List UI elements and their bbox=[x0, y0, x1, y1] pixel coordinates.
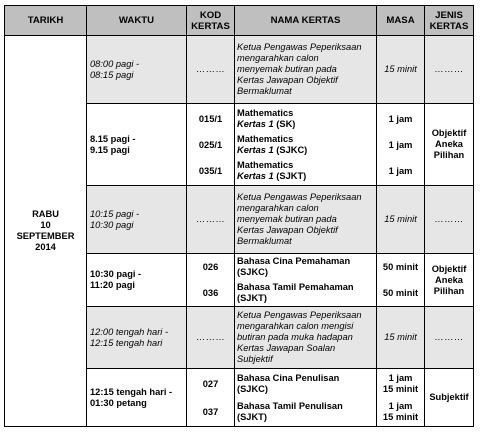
instruction-line: mengarahkan calon mengisi bbox=[237, 321, 354, 331]
instruction-line: mengarahkan calon bbox=[237, 53, 319, 63]
paper-type-line: Pilihan bbox=[433, 150, 465, 160]
masa-cell: 15 minit bbox=[377, 307, 425, 369]
paper-type-line: Objektif bbox=[431, 263, 467, 274]
header-masa: MASA bbox=[377, 6, 425, 36]
waktu-end: 12:15 tengah hari bbox=[90, 337, 163, 348]
header-kod-line2: KERTAS bbox=[191, 20, 230, 32]
paper-entry bbox=[237, 132, 376, 158]
paper-entry bbox=[237, 280, 376, 306]
waktu-cell bbox=[87, 36, 187, 104]
nama-cell bbox=[235, 36, 377, 104]
paper-name: Mathematics bbox=[237, 133, 294, 144]
instruction-line: Kertas Jawapan Objektif bbox=[237, 75, 338, 85]
instruction-line: Subjektif bbox=[237, 354, 273, 364]
header-tarikh: TARIKH bbox=[5, 6, 87, 36]
paper-code: 026 bbox=[202, 262, 219, 272]
paper-name: Bahasa Cina Pemahaman bbox=[237, 256, 351, 266]
duration: 50 minit bbox=[382, 262, 419, 272]
nama-cell bbox=[235, 104, 377, 186]
waktu-start: 08:00 pagi - bbox=[90, 58, 140, 69]
paper-name: Mathematics bbox=[237, 107, 294, 118]
paper-school-type: (SJKT) bbox=[237, 293, 267, 303]
masa-cell: 15 minit bbox=[377, 186, 425, 254]
header-row bbox=[5, 6, 474, 36]
jenis-cell bbox=[425, 254, 474, 307]
instruction-line: Kertas Jawapan Objektif bbox=[237, 225, 338, 235]
paper-name: Bahasa Cina Penulisan bbox=[237, 372, 340, 383]
instruction-line: Bermaklumat bbox=[237, 86, 292, 96]
header-kod-kertas bbox=[187, 6, 235, 36]
waktu-cell bbox=[87, 254, 187, 307]
duration: 1 jam bbox=[388, 113, 413, 124]
waktu-cell bbox=[87, 186, 187, 254]
paper-type-line: Aneka bbox=[435, 274, 463, 285]
duration-minutes: 15 minit bbox=[382, 383, 419, 394]
nama-cell bbox=[235, 254, 377, 307]
waktu-end: 01:30 petang bbox=[90, 397, 147, 408]
paper-school-type: (SJKT) bbox=[237, 411, 267, 422]
header-jenis-kertas bbox=[425, 6, 474, 36]
header-kod-line1: KOD bbox=[199, 9, 222, 21]
duration-hours: 1 jam bbox=[388, 372, 413, 383]
paper-number: Kertas 1 bbox=[237, 170, 274, 181]
instruction-line: Ketua Pengawas Peperiksaan bbox=[237, 192, 362, 202]
instruction-line: Bermaklumat bbox=[237, 236, 292, 246]
waktu-end: 10:30 pagi bbox=[90, 219, 134, 230]
waktu-cell bbox=[87, 104, 187, 186]
waktu-end: 9.15 pagi bbox=[90, 144, 130, 155]
jenis-cell: ……… bbox=[425, 307, 474, 369]
paper-subname bbox=[237, 145, 376, 156]
jenis-cell: ……… bbox=[425, 186, 474, 254]
paper-code: 036 bbox=[202, 288, 219, 298]
nama-cell bbox=[235, 369, 377, 427]
waktu-start: 12:15 tengah hari - bbox=[90, 386, 173, 397]
date-cell bbox=[5, 36, 87, 427]
waktu-start: 12:00 tengah hari - bbox=[90, 326, 169, 337]
date-number: 10 bbox=[40, 220, 51, 230]
paper-school-type: (SJKT) bbox=[273, 170, 307, 181]
paper-code: 027 bbox=[202, 378, 219, 389]
paper-entry bbox=[237, 398, 376, 426]
kod-cell bbox=[187, 104, 235, 186]
nama-cell bbox=[235, 307, 377, 369]
paper-school-type: (SJKC) bbox=[273, 144, 308, 155]
paper-type-line: Objektif bbox=[431, 128, 467, 138]
instruction-line: butiran pada muka hadapan bbox=[237, 332, 353, 342]
masa-cell bbox=[377, 254, 425, 307]
header-waktu: WAKTU bbox=[87, 6, 187, 36]
paper-entry bbox=[237, 254, 376, 280]
kod-cell bbox=[187, 369, 235, 427]
kod-cell: ……… bbox=[187, 36, 235, 104]
table-row bbox=[5, 36, 474, 104]
paper-name: Bahasa Tamil Pemahaman bbox=[237, 282, 354, 292]
instruction-line: menyemak butiran pada bbox=[237, 214, 337, 224]
instruction-line: mengarahkan calon bbox=[237, 203, 319, 213]
kod-cell: ……… bbox=[187, 186, 235, 254]
date-year: 2014 bbox=[35, 242, 56, 252]
paper-subname bbox=[237, 119, 376, 130]
duration bbox=[377, 370, 424, 398]
paper-name: Bahasa Tamil Penulisan bbox=[237, 400, 343, 411]
paper-type-line: Aneka bbox=[435, 139, 463, 149]
header-jenis-line1: JENIS bbox=[435, 9, 463, 21]
header-nama-kertas: NAMA KERTAS bbox=[235, 6, 377, 36]
paper-number: Kertas 1 bbox=[237, 144, 274, 155]
paper-school-type: (SJKC) bbox=[237, 267, 268, 277]
masa-cell: 15 minit bbox=[377, 36, 425, 104]
waktu-cell bbox=[87, 307, 187, 369]
paper-school-type: (SJKC) bbox=[237, 383, 268, 394]
paper-subname bbox=[237, 171, 376, 182]
date-day: RABU bbox=[32, 209, 59, 219]
nama-cell bbox=[235, 186, 377, 254]
jenis-cell bbox=[425, 104, 474, 186]
paper-number: Kertas 1 bbox=[237, 118, 274, 129]
duration-hours: 1 jam bbox=[388, 400, 413, 411]
waktu-start: 10:30 pagi - bbox=[90, 269, 142, 279]
paper-entry bbox=[237, 158, 376, 184]
waktu-start: 10:15 pagi - bbox=[90, 208, 140, 219]
kod-cell: ……… bbox=[187, 307, 235, 369]
waktu-end: 11:20 pagi bbox=[90, 280, 135, 290]
waktu-end: 08:15 pagi bbox=[90, 69, 134, 80]
instruction-line: Ketua Pengawas Peperiksaan bbox=[237, 310, 362, 320]
duration: 1 jam bbox=[388, 165, 413, 176]
paper-entry bbox=[237, 370, 376, 398]
paper-entry bbox=[237, 106, 376, 132]
paper-code: 037 bbox=[202, 406, 219, 417]
instruction-line: Kertas Jawapan Soalan bbox=[237, 343, 336, 353]
paper-code: 025/1 bbox=[198, 139, 223, 150]
header-jenis-line2: KERTAS bbox=[429, 20, 469, 32]
kod-cell bbox=[187, 254, 235, 307]
instruction-line: menyemak butiran pada bbox=[237, 64, 337, 74]
exam-schedule-table bbox=[4, 5, 474, 427]
duration-minutes: 15 minit bbox=[382, 411, 419, 422]
waktu-cell bbox=[87, 369, 187, 427]
masa-cell bbox=[377, 104, 425, 186]
jenis-cell: ……… bbox=[425, 36, 474, 104]
duration: 50 minit bbox=[382, 288, 419, 298]
paper-code: 015/1 bbox=[198, 113, 223, 124]
waktu-start: 8.15 pagi - bbox=[90, 133, 136, 144]
paper-type-line: Pilihan bbox=[433, 285, 465, 296]
date-month: SEPTEMBER bbox=[16, 231, 75, 241]
duration bbox=[377, 398, 424, 426]
duration: 1 jam bbox=[388, 139, 413, 150]
paper-code: 035/1 bbox=[198, 165, 223, 176]
instruction-line: Ketua Pengawas Peperiksaan bbox=[237, 42, 362, 52]
paper-school-type: (SK) bbox=[273, 118, 296, 129]
masa-cell bbox=[377, 369, 425, 427]
jenis-cell: Subjektif bbox=[425, 369, 474, 427]
paper-name: Mathematics bbox=[237, 159, 294, 170]
